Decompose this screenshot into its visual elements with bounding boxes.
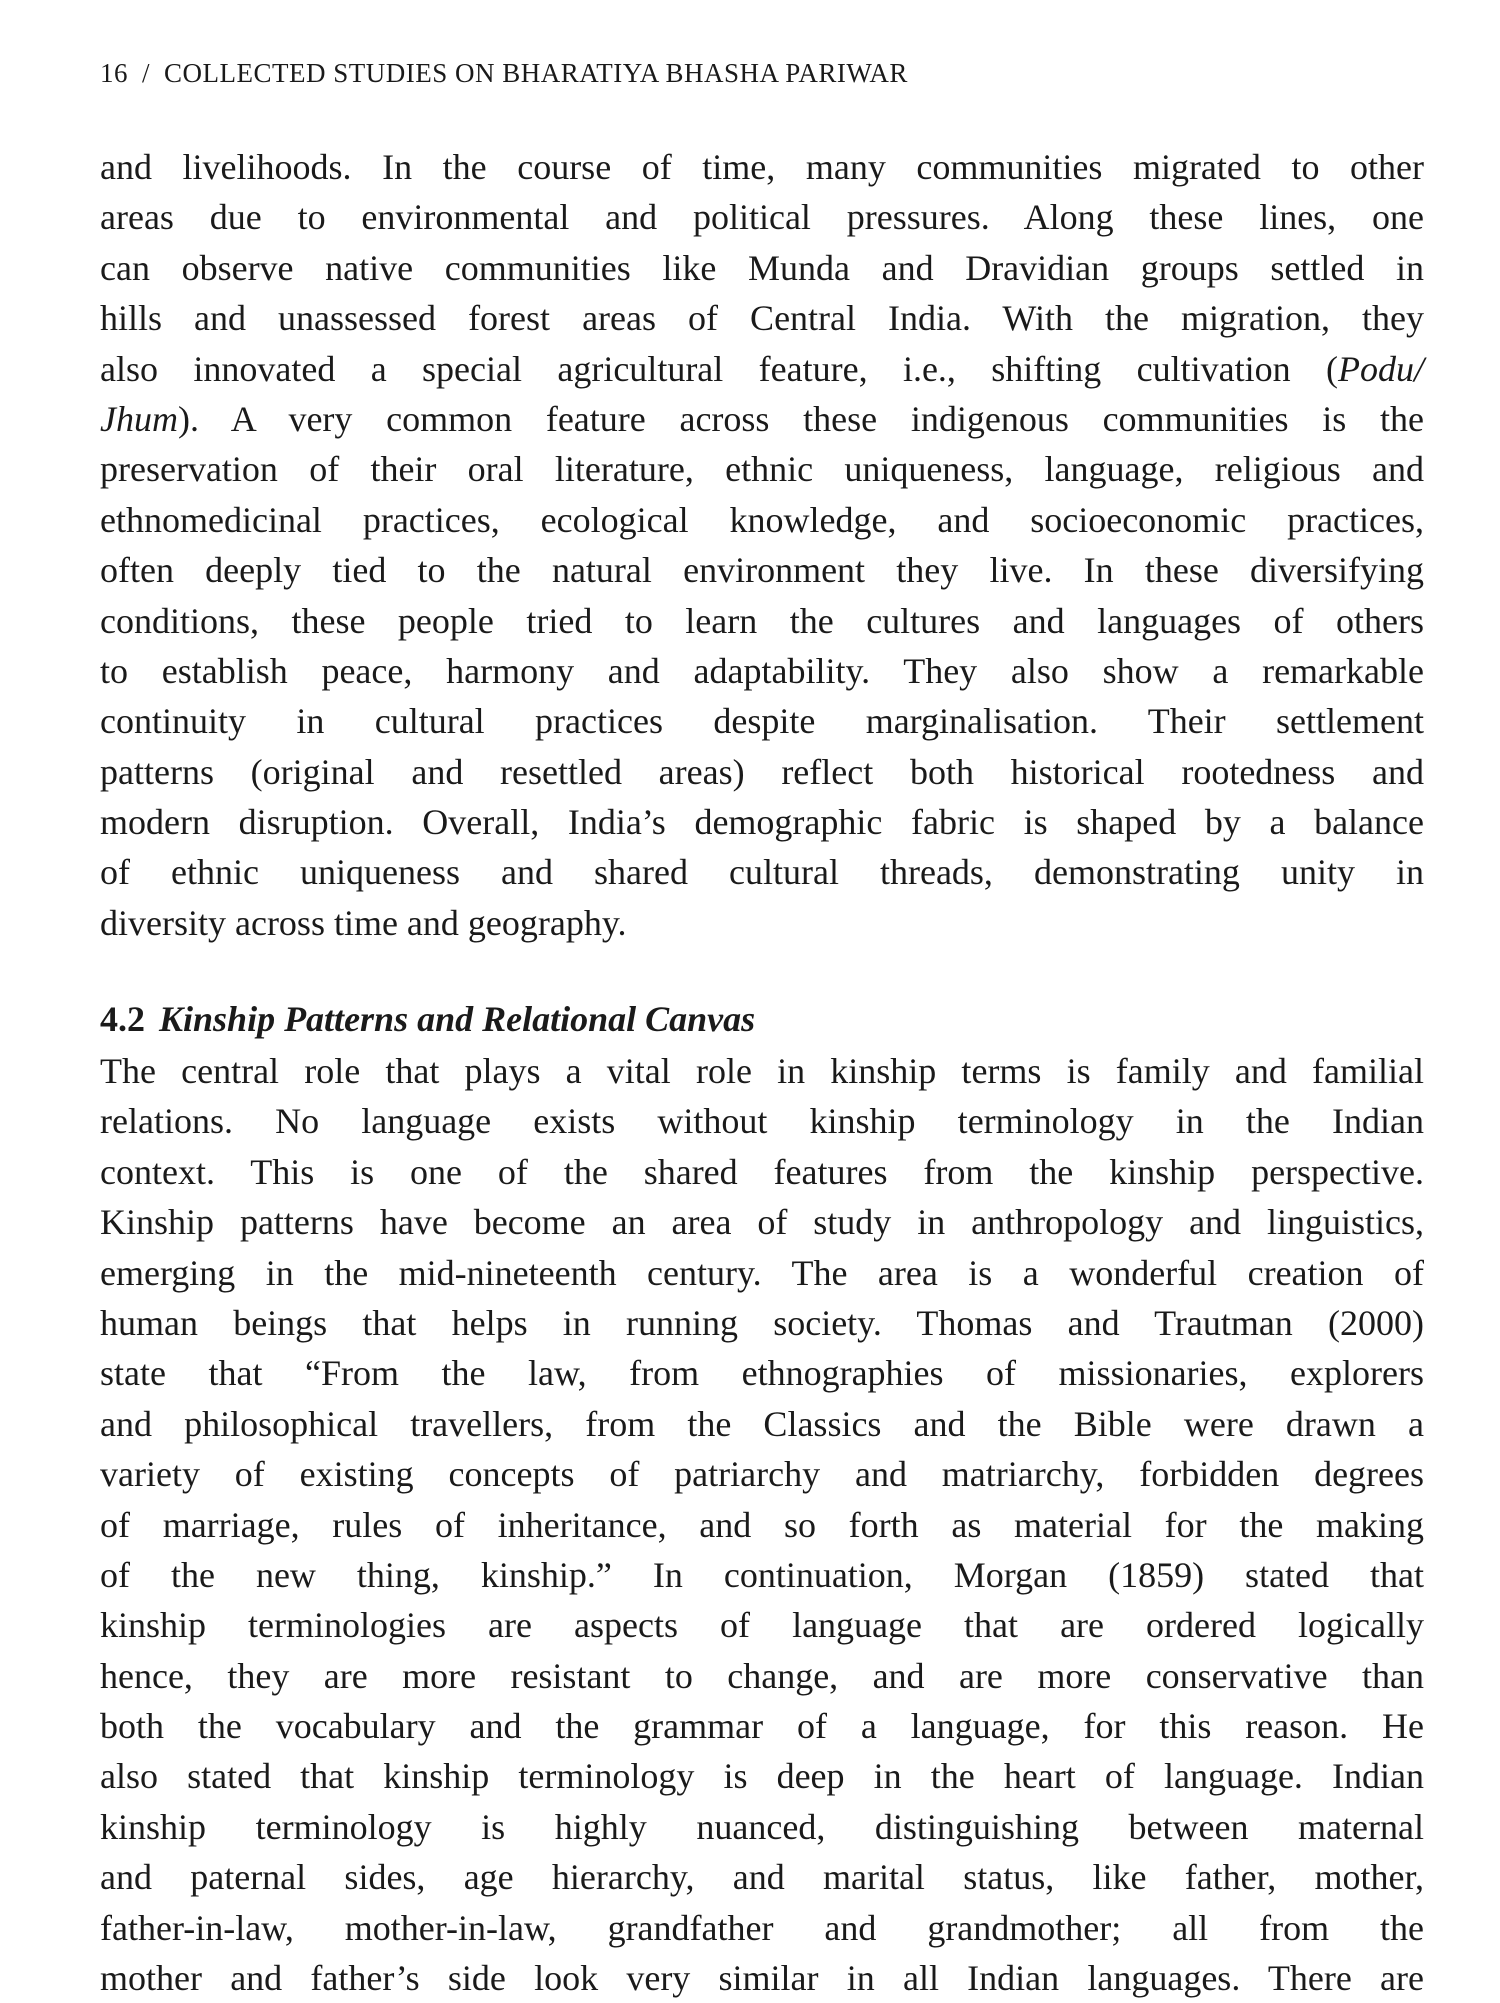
text-line: of ethnic uniqueness and shared cultural threads, demonstrating unity in (100, 852, 1424, 893)
text-line: modern disruption. Overall, India’s demographic fabric is shaped by a balance (100, 802, 1424, 843)
text-line: relations. No language exists without kinship terminology in the Indian (100, 1101, 1424, 1142)
text-line: Kinship patterns have become an area of study in anthropology and linguistics, (100, 1202, 1424, 1243)
text-line: conditions, these people tried to learn the cultures and languages of others (100, 600, 1424, 641)
running-title: COLLECTED STUDIES ON BHARATIYA BHASHA PARIWAR (164, 58, 908, 88)
text-line: continuity in cultural practices despite marginalisation. Their settlement (100, 701, 1424, 742)
text-line: hence, they are more resistant to change, and are more conservative than (100, 1655, 1424, 1696)
paragraph-migration (100, 142, 1424, 948)
section-number: 4.2 (100, 999, 145, 1039)
text-line: ethnomedicinal practices, ecological knowledge, and socioeconomic practices, (100, 499, 1424, 540)
text-segment: ). A very common feature across these indigenous communities is the (177, 398, 1424, 439)
text-line: of marriage, rules of inheritance, and so forth as material for the making (100, 1504, 1424, 1545)
text-line: father-in-law, mother-in-law, grandfather and grandmother; all from the (100, 1907, 1424, 1948)
text-line (100, 394, 1424, 444)
text-line: emerging in the mid-nineteenth century. The area is a wonderful creation of (100, 1252, 1424, 1293)
text-line: state that “From the law, from ethnographies of missionaries, explorers (100, 1353, 1424, 1394)
text-segment: also innovated a special agricultural feature, i.e., shifting cultivation ( (100, 348, 1338, 389)
text-line (100, 344, 1424, 394)
text-line: diversity across time and geography. (100, 902, 627, 943)
page-number: 16 (100, 58, 128, 88)
text-line: and philosophical travellers, from the Classics and the Bible were drawn a (100, 1403, 1424, 1444)
text-line: variety of existing concepts of patriarchy and matriarchy, forbidden degrees (100, 1454, 1424, 1495)
text-line: preservation of their oral literature, ethnic uniqueness, language, religious and (100, 449, 1424, 490)
text-line: and livelihoods. In the course of time, many communities migrated to other (100, 147, 1424, 187)
text-line: kinship terminology is highly nuanced, distinguishing between maternal (100, 1806, 1424, 1847)
section-heading (100, 994, 755, 1044)
italic-term: Podu/ (1338, 348, 1424, 389)
text-line: often deeply tied to the natural environment they live. In these diversifying (100, 550, 1424, 591)
running-header (100, 58, 908, 89)
text-line: mother and father’s side look very similar in all Indian languages. There are (100, 1958, 1424, 1999)
text-line: context. This is one of the shared features from the kinship perspective. (100, 1151, 1424, 1192)
text-line: also stated that kinship terminology is deep in the heart of language. Indian (100, 1756, 1424, 1797)
text-line: to establish peace, harmony and adaptability. They also show a remarkable (100, 650, 1424, 691)
text-line: human beings that helps in running society. Thomas and Trautman (2000) (100, 1302, 1424, 1343)
text-line: of the new thing, kinship.” In continuation, Morgan (1859) stated that (100, 1554, 1424, 1595)
text-line: areas due to environmental and political pressures. Along these lines, one (100, 197, 1424, 238)
header-separator: / (142, 58, 151, 88)
paragraph-kinship (100, 1046, 1424, 2003)
italic-term: Jhum (100, 398, 178, 439)
section-title: Kinship Patterns and Relational Canvas (159, 999, 756, 1039)
text-line: patterns (original and resettled areas) reflect both historical rootedness and (100, 751, 1424, 792)
text-line: The central role that plays a vital role in kinship terms is family and familial (100, 1051, 1424, 1091)
text-line: can observe native communities like Munda and Dravidian groups settled in (100, 247, 1424, 288)
text-line: and paternal sides, age hierarchy, and marital status, like father, mother, (100, 1857, 1424, 1898)
text-line: kinship terminologies are aspects of language that are ordered logically (100, 1605, 1424, 1646)
text-line: hills and unassessed forest areas of Central India. With the migration, they (100, 298, 1424, 339)
text-line: both the vocabulary and the grammar of a language, for this reason. He (100, 1706, 1424, 1747)
